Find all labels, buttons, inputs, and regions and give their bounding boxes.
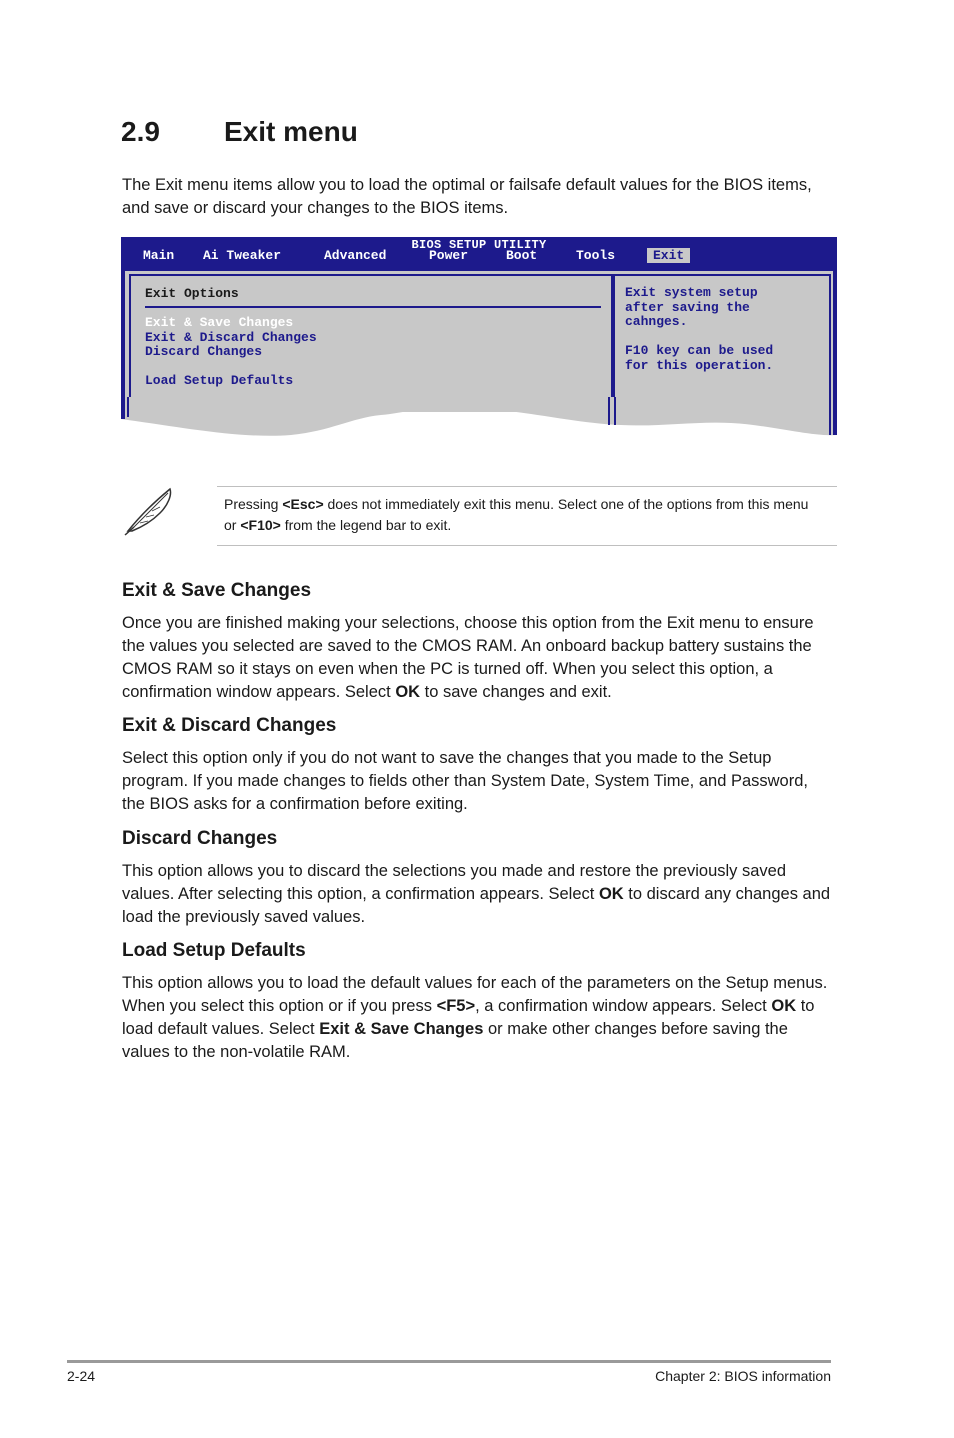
bios-options-panel [129, 274, 613, 414]
tab-tools[interactable]: Tools [576, 248, 616, 263]
heading-discard-changes: Discard Changes [122, 828, 278, 849]
bios-help-panel [613, 274, 831, 414]
tab-exit[interactable]: Exit [647, 248, 690, 263]
help-text [625, 286, 825, 388]
chapter-label: Chapter 2: BIOS information [655, 1368, 831, 1384]
footer-rule [67, 1360, 831, 1363]
paragraph-exit-discard-changes: Select this option only if you do not want to save the changes that you made to the Setup program. If you made changes to fields other than System Date, System Time, and Password, the BIOS asks for a confirmation before exiting. [122, 749, 808, 813]
help-line: cahnges. [625, 314, 688, 329]
paragraph-load-setup-defaults: This option allows you to load the default values for each of the parameters on the Setup menus. When you select this option or if you press <F5>, a confirmation window appears. Select OK to load default values. Select Exit & Save Changes or make other changes before saving the values to the non-volatile RAM. [122, 974, 828, 1061]
page-number: 2-24 [67, 1368, 96, 1384]
bios-body [125, 271, 833, 412]
paragraph-exit-save-changes: Once you are finished making your selections, choose this option from the Exit menu to ensure the values you selected are saved to the CMOS RAM. An onboard backup battery sustains the CMOS RAM so it stays on even when the PC is turned off. When you select this option, a confirmation window appears. Select OK to save changes and exit. [122, 614, 814, 701]
torn-edge [121, 397, 837, 442]
note-rule-bottom [217, 545, 837, 546]
help-line: for this operation. [625, 357, 774, 373]
heading-load-setup-defaults: Load Setup Defaults [122, 940, 306, 961]
option-exit-save-changes[interactable]: Exit & Save Changes [145, 315, 294, 330]
tab-power[interactable]: Power [429, 248, 469, 263]
help-line: after saving the [625, 299, 750, 315]
option-exit-discard-changes[interactable]: Exit & Discard Changes [145, 330, 317, 345]
tab-main[interactable]: Main [143, 248, 175, 263]
section-title: Exit menu [224, 116, 358, 147]
tab-boot[interactable]: Boot [506, 248, 538, 263]
bios-title: BIOS SETUP UTILITY [411, 238, 547, 252]
help-line: F10 key can be used [625, 343, 774, 358]
help-line: Exit system setup [625, 285, 758, 300]
tab-ai-tweaker[interactable]: Ai Tweaker [203, 248, 282, 263]
note-rule-top [217, 486, 837, 487]
options-divider [145, 306, 601, 308]
option-discard-changes[interactable]: Discard Changes [145, 344, 263, 359]
bios-tab-bar [121, 248, 837, 265]
bios-screenshot [121, 237, 837, 442]
note-text: Pressing <Esc> does not immediately exit this menu. Select one of the options from this menu or <F10> from the legend bar to exit. [224, 496, 809, 533]
intro-paragraph: The Exit menu items allow you to load the optimal or failsafe default values for the BIOS items, and save or discard your changes to the BIOS items. [122, 176, 812, 217]
feather-pen-icon [122, 485, 176, 537]
tab-advanced[interactable]: Advanced [324, 248, 387, 263]
section-number: 2.9 [121, 116, 160, 147]
heading-exit-discard-changes: Exit & Discard Changes [122, 715, 337, 736]
heading-exit-save-changes: Exit & Save Changes [122, 580, 312, 601]
bios-frame [121, 267, 837, 412]
bios-header-bar [121, 237, 837, 267]
option-load-setup-defaults[interactable]: Load Setup Defaults [145, 373, 294, 388]
paragraph-discard-changes: This option allows you to discard the selections you made and restore the previously saved values. After selecting this option, a confirmation appears. Select OK to discard any changes and load the previously saved values. [122, 862, 831, 926]
options-header: Exit Options [145, 286, 239, 301]
